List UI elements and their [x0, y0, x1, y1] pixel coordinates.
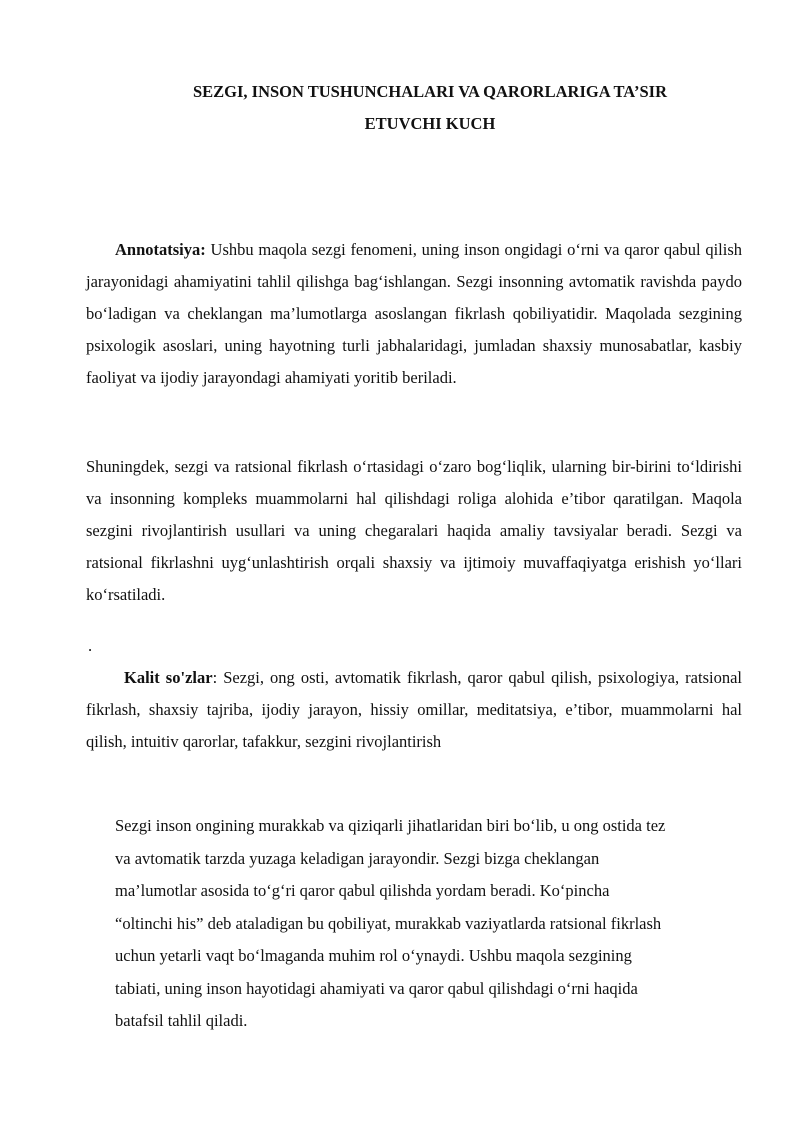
body-line: uchun yetarli vaqt bo‘lmaganda muhim rol o‘ynaydi. Ushbu maqola sezgining — [115, 946, 632, 965]
body-paragraph — [115, 810, 742, 1038]
body-line: va avtomatik tarzda yuzaga keladigan jarayondir. Sezgi bizga cheklangan — [115, 848, 600, 868]
title-line-1: SEZGI, INSON TUSHUNCHALARI VA QARORLARIGA TA’SIR — [192, 82, 668, 101]
article-title — [130, 76, 730, 140]
body-line: batafsil tahlil qiladi. — [115, 1011, 248, 1030]
body-line: tabiati, uning inson hayotidagi ahamiyati va qaror qabul qilishdagi o‘rni haqida — [115, 978, 638, 998]
title-line-2: ETUVCHI KUCH — [364, 114, 496, 133]
body-line: ma’lumotlar asosida to‘g‘ri qaror qabul qilishda yordam beradi. Ko‘pincha — [115, 881, 610, 900]
second-paragraph: Shuningdek, sezgi va ratsional fikrlash o‘rtasidagi o‘zaro bog‘liqlik, ularning bir-birini to‘ldirishi va insonning kompleks muammolarni hal qilishdagi roliga alohida e’tibor qaratilgan. Maqola sezgini rivojlantirish usullari va uning chegaralari haqida amaliy tavsiyalar beradi. Sezgi va ratsional fikrlashni uyg‘unlashtirish orqali shaxsiy va ijtimoiy muvaffaqiyatga erishish yo‘llari ko‘rsatiladi. — [86, 457, 742, 604]
keywords-label: Kalit so'zlar — [124, 668, 213, 687]
keywords-paragraph — [86, 662, 742, 758]
body-line: Sezgi inson ongining murakkab va qiziqarli jihatlaridan biri bo‘lib, u ong ostida tez — [115, 816, 666, 835]
annotation-text: Ushbu maqola sezgi fenomeni, uning inson ongidagi o‘rni va qaror qabul qilish jarayonidagi ahamiyatini tahlil qilishga bag‘ishlangan. Sezgi insonning avtomatik ravishda paydo bo‘ladigan va cheklangan ma’lumotlarga asoslangan fikrlash qobiliyatidir. Maqolada sezgining psixologik asoslari, uning hayotning turli jabhalaridagi, jumladan shaxsiy munosabatlar, kasbiy faoliyat va ijodiy jarayondagi ahamiyati yoritib beriladi. — [86, 240, 742, 387]
annotation-paragraph — [86, 234, 742, 394]
stray-dot: . — [88, 636, 93, 655]
annotation-label: Annotatsiya: — [115, 240, 206, 259]
keywords-text: : Sezgi, ong osti, avtomatik fikrlash, qaror qabul qilish, psixologiya, ratsional fikrlash, shaxsiy tajriba, ijodiy jarayon, hissiy omillar, meditatsiya, e’tibor, muammolarni hal qilish, intuitiv qarorlar, tafakkur, sezgini rivojlantirish — [86, 668, 743, 751]
body-line: “oltinchi his” deb ataladigan bu qobiliyat, murakkab vaziyatlarda ratsional fikrlash — [115, 913, 662, 933]
